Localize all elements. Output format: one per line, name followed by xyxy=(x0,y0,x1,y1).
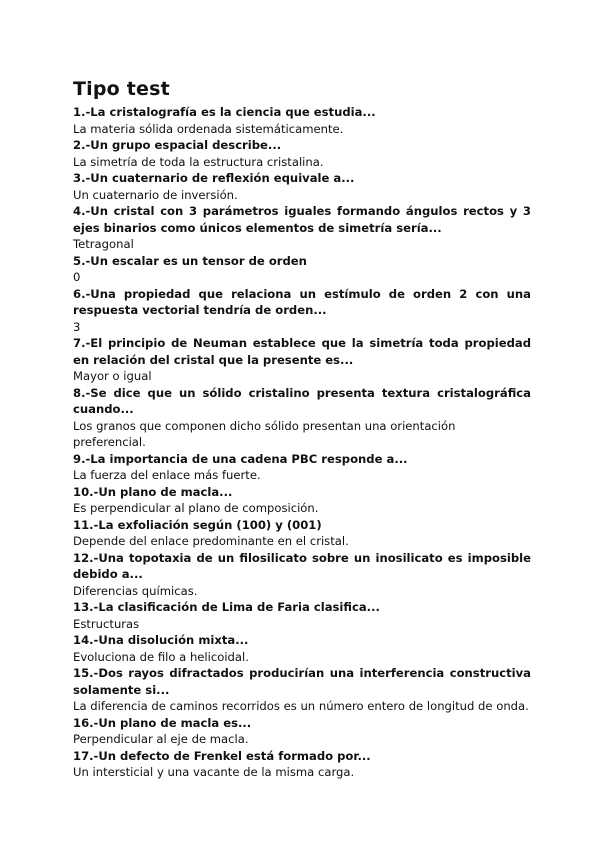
answer-text: Depende del enlace predominante en el cristal. xyxy=(73,534,349,548)
answer-text: 0 xyxy=(73,270,81,284)
question-5 xyxy=(73,253,531,286)
question-4 xyxy=(73,203,531,253)
answer-text: Mayor o igual xyxy=(73,369,152,383)
question-text: 15.-Dos rayos difractados producirían una interferencia constructiva solamente si... xyxy=(73,666,531,697)
question-11 xyxy=(73,517,531,550)
answer-text: Tetragonal xyxy=(73,237,134,251)
question-16 xyxy=(73,715,531,748)
page-title: Tipo test xyxy=(73,78,170,100)
question-text: 16.-Un plano de macla es... xyxy=(73,715,252,730)
answer-text: Diferencias químicas. xyxy=(73,583,198,598)
question-text: 12.-Una topotaxia de un filosilicato sobre un inosilicato es imposible debido a... xyxy=(73,550,531,581)
answer-text: Evoluciona de filo a helicoidal. xyxy=(73,649,249,664)
question-2 xyxy=(73,137,531,170)
question-text: 11.-La exfoliación según (100) y (001) xyxy=(73,517,322,532)
answer-text: La simetría de toda la estructura cristalina. xyxy=(73,154,324,169)
answer-text: La materia sólida ordenada sistemáticamente. xyxy=(73,121,344,136)
question-text: 5.-Un escalar es un tensor de orden xyxy=(73,253,307,268)
question-8 xyxy=(73,385,531,451)
answer-text: Los granos que componen dicho sólido presentan una orientación preferencial. xyxy=(73,418,456,449)
question-text: 10.-Un plano de macla... xyxy=(73,484,233,499)
answer-text: La fuerza del enlace más fuerte. xyxy=(73,468,261,482)
question-10 xyxy=(73,484,531,517)
question-9 xyxy=(73,451,531,484)
question-text: 14.-Una disolución mixta... xyxy=(73,633,249,647)
question-15 xyxy=(73,665,531,715)
question-text: 2.-Un grupo espacial describe... xyxy=(73,138,282,152)
question-17 xyxy=(73,748,531,781)
question-text: 1.-La cristalografía es la ciencia que estudia... xyxy=(73,105,376,119)
question-13 xyxy=(73,599,531,632)
question-text: 8.-Se dice que un sólido cristalino presenta textura cristalográfica cuando... xyxy=(73,385,531,416)
question-6 xyxy=(73,286,531,336)
question-text: 17.-Un defecto de Frenkel está formado por... xyxy=(73,748,371,763)
question-12 xyxy=(73,550,531,600)
answer-text: La diferencia de caminos recorridos es un número entero de longitud de onda. xyxy=(73,699,529,713)
answer-text: Un cuaternario de inversión. xyxy=(73,187,238,202)
question-1 xyxy=(73,104,531,137)
document-page xyxy=(73,78,531,781)
question-14 xyxy=(73,632,531,665)
answer-text: Estructuras xyxy=(73,616,140,631)
answer-text: 3 xyxy=(73,319,81,334)
question-3 xyxy=(73,170,531,203)
question-text: 4.-Un cristal con 3 parámetros iguales formando ángulos rectos y 3 ejes binarios como únicos elementos de simetría sería... xyxy=(73,204,531,235)
answer-text: Perpendicular al eje de macla. xyxy=(73,732,249,746)
question-text: 6.-Una propiedad que relaciona un estímulo de orden 2 con una respuesta vectorial tendría de orden... xyxy=(73,286,531,317)
question-text: 3.-Un cuaternario de reflexión equivale a... xyxy=(73,171,355,185)
question-text: 9.-La importancia de una cadena PBC responde a... xyxy=(73,451,408,466)
answer-text: Un intersticial y una vacante de la misma carga. xyxy=(73,765,355,779)
question-text: 13.-La clasificación de Lima de Faria clasifica... xyxy=(73,600,380,614)
question-text: 7.-El principio de Neuman establece que la simetría toda propiedad en relación del cristal que la presente es... xyxy=(73,336,531,367)
question-7 xyxy=(73,335,531,385)
answer-text: Es perpendicular al plano de composición. xyxy=(73,501,319,515)
